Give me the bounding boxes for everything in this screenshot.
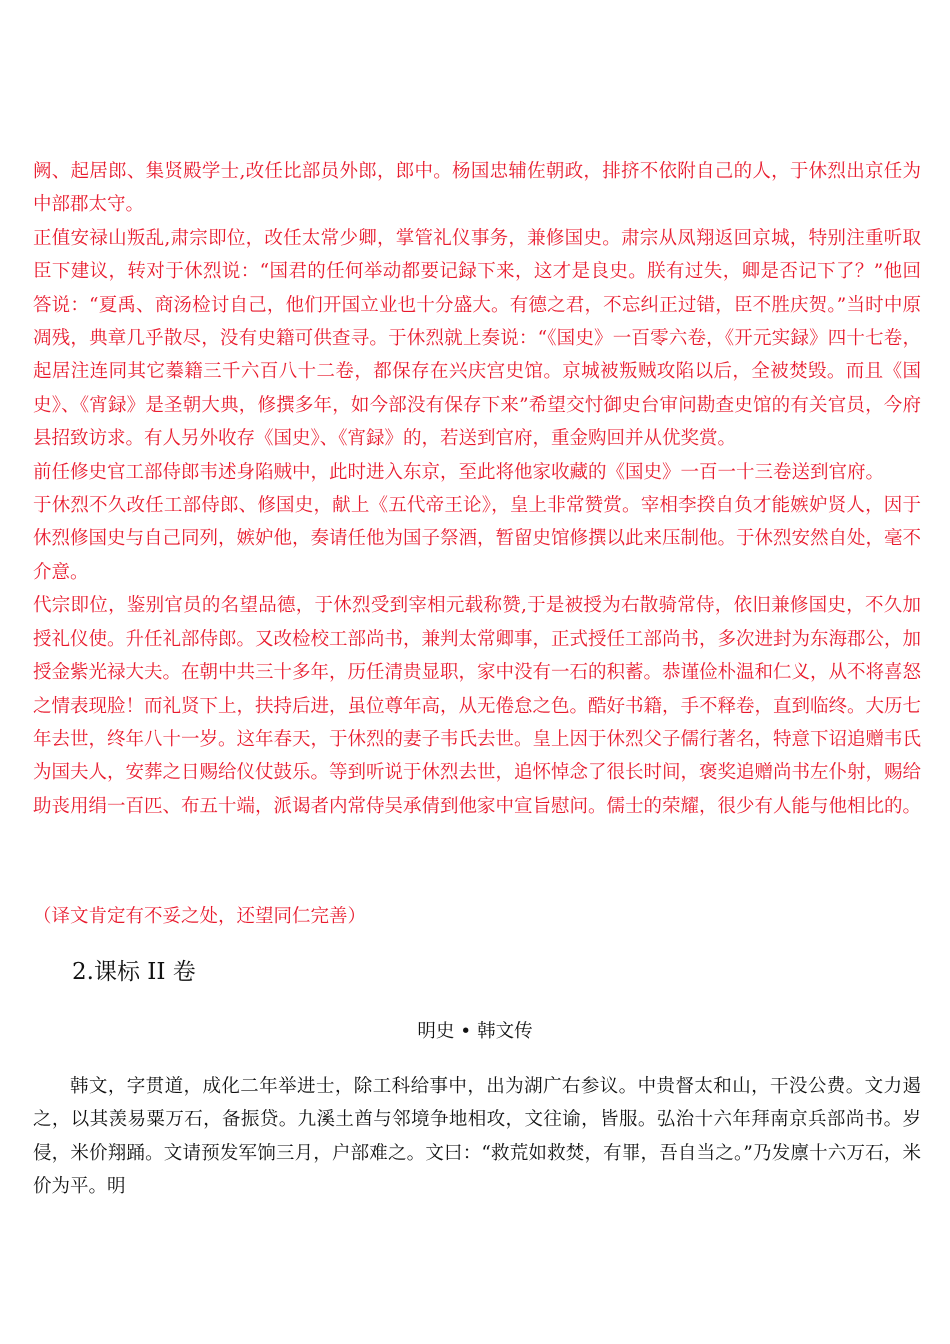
translation-paragraph: 前任修史官工部侍郎韦述身陷贼中，此时进入东京，至此将他家收藏的《国史》一百一十三卷送到官府。: [33, 461, 885, 483]
section-heading: 2.课标 II 卷: [72, 959, 196, 985]
passage-paragraph: 韩文，字贯道，成化二年举进士，除工科给事中，出为湖广右参议。中贵督太和山，干没公费。文力遏之，以其羡易粟万石，备振贷。九溪土酋与邻境争地相攻，文往谕，皆服。弘治十六年拜南京兵部尚书。岁侵，米价翔踊。文请预发军饷三月，户部难之。文曰：“救荒如救焚，有罪，吾自当之。”乃发廪十六万石，米价为平。明: [33, 1076, 921, 1198]
translation-text-block: [33, 155, 921, 823]
translation-paragraph: 代宗即位，鉴别官员的名望品德，于休烈受到宰相元载称赞,于是被授为右散骑常侍，依旧兼修国史，不久加授礼仪使。升任礼部侍郎。又改检校工部尚书，兼判太常卿事，正式授任工部尚书，多次进封为东海郡公，加授金紫光禄大夫。在朝中共三十多年，历任清贵显职，家中没有一石的积蓄。恭谨俭朴温和仁义，从不将喜怒之情表现脸！而礼贤下上，扶持后进，虽位尊年高，从无倦怠之色。酷好书籍，手不释卷，直到临终。大历七年去世，终年八十一岁。这年春天，于休烈的妻子韦氏去世。皇上因于休烈父子儒行著名，特意下诏追赠韦氏为国夫人，安葬之日赐给仪仗鼓乐。等到听说于休烈去世，追怀悼念了很长时间，褒奖追赠尚书左仆射，赐给助丧用绢一百匹、布五十端，派谒者内常侍吴承倩到他家中宣旨慰问。儒士的荣耀，很少有人能与他相比的。: [33, 595, 922, 817]
translation-paragraph: 阙、起居郎、集贤殿学士,改任比部员外郎，郎中。杨国忠辅佐朝政，排挤不依附自己的人，于休烈出京任为中部郡太守。: [33, 161, 921, 216]
translation-paragraph: 于休烈不久改任工部侍郎、修国史，献上《五代帝王论》，皇上非常赞赏。宰相李揆自负才能嫉妒贤人，因于休烈修国史与自己同列，嫉妒他，奏请任他为国子祭酒，暂留史馆修撰以此来压制他。于休烈安然自处，毫不介意。: [33, 495, 922, 583]
passage-text-block: [33, 1070, 921, 1204]
passage-title: 明史 • 韩文传: [417, 1021, 533, 1042]
translation-paragraph: 正值安禄山叛乱,肃宗即位，改任太常少卿，掌管礼仪事务，兼修国史。肃宗从凤翔返回京城，特别注重听取臣下建议，转对于休烈说：“国君的任何举动都要记録下来，这才是良史。朕有过失，卿是否记下了？”他回答说：“夏禹、商汤检讨自己，他们开国立业也十分盛大。有德之君，不忘纠正过错，臣不胜庆贺。”当时中原凋残，典章几乎散尽，没有史籍可供查寻。于休烈就上奏说：“《国史》一百零六卷，《开元实録》四十七卷，起居注连同其它蓁籍三千六百八十二卷，都保存在兴庆宫史馆。京城被叛贼攻陷以后，全被焚毁。而且《国史》、《宵録》是圣朝大典，修撰多年，如今部没有保存下来”希望交忖御史台审问勘查史馆的有关官员，今府县招致访求。有人另外收存《国史》、《宵録》的，若送到官府，重金购回并从优奖赏。: [33, 227, 921, 450]
translation-note: （译文肯定有不妥之处，还望同仁完善）: [33, 906, 367, 927]
